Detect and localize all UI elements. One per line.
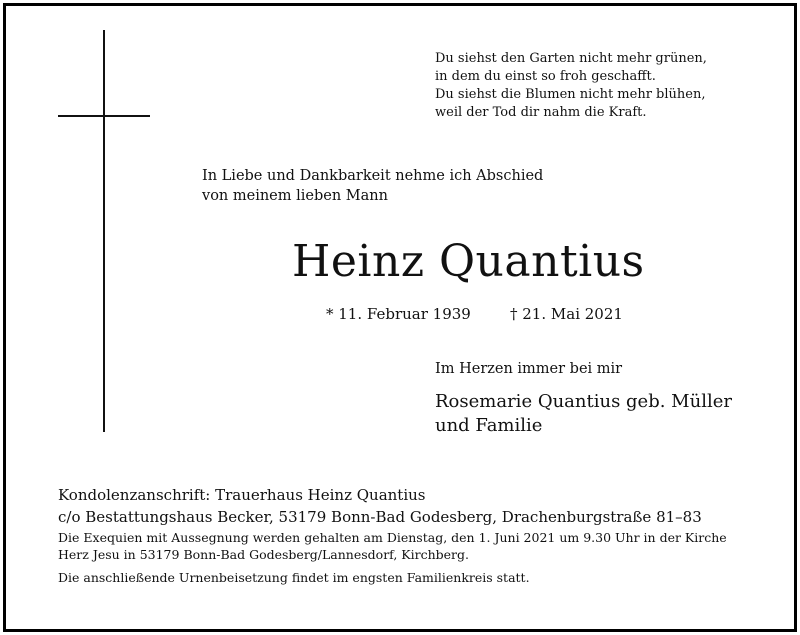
condolence-line: Kondolenzanschrift: Trauerhaus Heinz Quantius xyxy=(58,486,426,504)
poem-line: Du siehst den Garten nicht mehr grünen, xyxy=(435,51,707,66)
exequies-line: Die Exequien mit Aussegnung werden gehalten am Dienstag, den 1. Juni 2021 um 9.30 Uhr in der Kirche xyxy=(58,530,727,545)
deceased-name: Heinz Quantius xyxy=(292,236,645,287)
mourners-line: und Familie xyxy=(435,415,543,436)
cross-vertical-bar xyxy=(103,30,105,432)
mourners-line: Rosemarie Quantius geb. Müller xyxy=(435,391,732,412)
mourners xyxy=(435,390,732,438)
intro-line: In Liebe und Dankbarkeit nehme ich Abschied xyxy=(202,168,544,184)
cross-horizontal-bar xyxy=(58,115,150,117)
intro-text xyxy=(202,166,543,206)
intro-line: von meinem lieben Mann xyxy=(202,188,388,204)
exequies-info xyxy=(58,529,727,563)
condolence-address xyxy=(58,484,702,528)
farewell-text: Im Herzen immer bei mir xyxy=(435,361,623,377)
birth-date: * 11. Februar 1939 xyxy=(326,305,471,323)
poem-line: weil der Tod dir nahm die Kraft. xyxy=(435,105,647,120)
condolence-line: c/o Bestattungshaus Becker, 53179 Bonn-Bad Godesberg, Drachenburgstraße 81–83 xyxy=(58,508,702,526)
poem xyxy=(435,50,707,122)
burial-info: Die anschließende Urnenbeisetzung findet im engsten Familienkreis statt. xyxy=(58,570,530,585)
death-date: † 21. Mai 2021 xyxy=(510,305,623,323)
poem-line: Du siehst die Blumen nicht mehr blühen, xyxy=(435,87,706,102)
exequies-line: Herz Jesu in 53179 Bonn-Bad Godesberg/Lannesdorf, Kirchberg. xyxy=(58,547,470,562)
poem-line: in dem du einst so froh geschafft. xyxy=(435,69,656,84)
